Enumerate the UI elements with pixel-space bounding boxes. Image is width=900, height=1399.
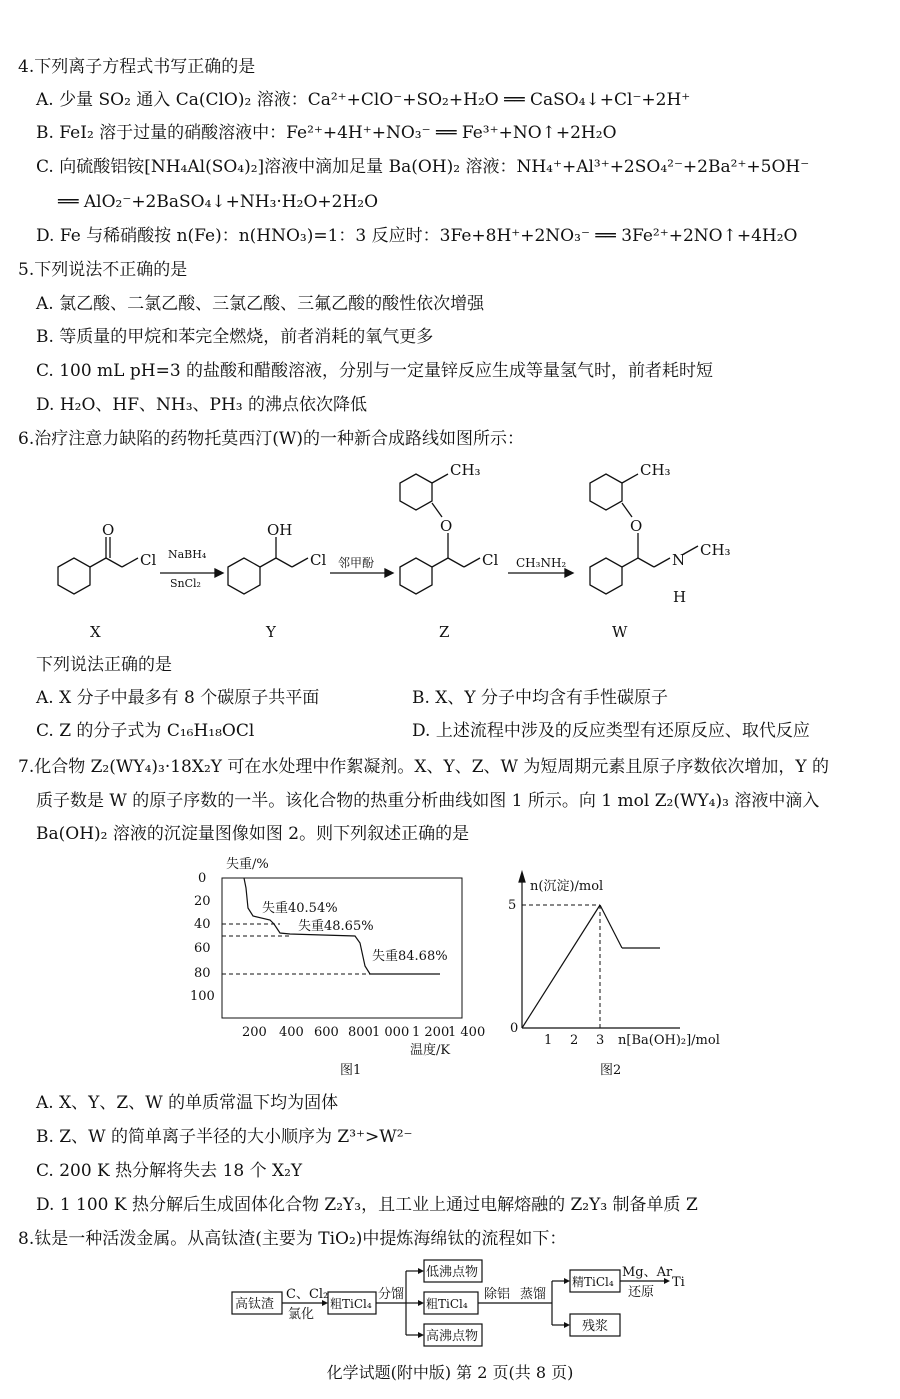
fig2-xtick-3: 3: [596, 1033, 605, 1048]
q4-option-d: D. Fe 与稀硝酸按 n(Fe)：n(HNO₃)=1：3 反应时：3Fe+8H⁺+2NO₃⁻ ══ 3Fe²⁺+2NO↑+4H₂O: [36, 226, 798, 246]
q6-option-b: B. X、Y 分子中均含有手性碳原子: [412, 688, 669, 708]
w-oxygen-label: O: [630, 517, 643, 535]
fig2-xtick-2: 2: [570, 1033, 579, 1048]
flow-distill-label: 分馏: [378, 1287, 405, 1302]
fig1-ytick-80: 80: [194, 966, 211, 981]
fig2-xlabel: n[Ba(OH)₂]/mol: [618, 1033, 720, 1048]
fig1-xtick-1000: 1 000: [372, 1025, 410, 1040]
fig2-ylabel: n(沉淀)/mol: [530, 879, 604, 894]
reagent-nabh4: NaBH₄: [168, 548, 207, 561]
fig1-xtick-1400: 1 400: [448, 1025, 486, 1040]
flow-remove-al: 除铝: [484, 1287, 511, 1302]
fig1-ytick-60: 60: [194, 941, 211, 956]
q7-option-c: C. 200 K 热分解将失去 18 个 X₂Y: [36, 1161, 303, 1181]
q5-option-a: A. 氯乙酸、二氯乙酸、三氯乙酸、三氟乙酸的酸性依次增强: [36, 294, 485, 314]
fig1-xtick-200: 200: [242, 1025, 267, 1040]
fig1-caption: 图1: [340, 1063, 362, 1078]
flow-step1-reagents: C、Cl₂: [286, 1287, 329, 1302]
q7-option-a: A. X、Y、Z、W 的单质常温下均为固体: [36, 1093, 339, 1113]
fig1-xtick-1200: 1 200: [412, 1025, 450, 1040]
q6-option-d: D. 上述流程中涉及的反应类型有还原反应、取代反应: [412, 721, 810, 741]
y-oh-label: OH: [267, 521, 293, 539]
fig2-origin: 0: [510, 1021, 519, 1036]
reagent-ch3nh2: CH₃NH₂: [516, 556, 567, 570]
q7-stem-line3: Ba(OH)₂ 溶液的沉淀量图像如图 2。则下列叙述正确的是: [36, 824, 470, 844]
fig1-xtick-600: 600: [314, 1025, 339, 1040]
fig1-ytick-20: 20: [194, 894, 211, 909]
q4-option-b: B. FeI₂ 溶于过量的硝酸溶液中：Fe²⁺+4H⁺+NO₃⁻ ══ Fe³⁺+NO↑+2H₂O: [36, 123, 617, 143]
flow-ti-product: Ti: [672, 1275, 685, 1290]
figure-2-precipitate-curve: [500, 860, 740, 1078]
q4-option-c: C. 向硫酸铝铵[NH₄Al(SO₄)₂]溶液中滴加足量 Ba(OH)₂ 溶液：NH₄⁺+Al³⁺+2SO₄²⁻+2Ba²⁺+5OH⁻: [36, 157, 810, 177]
fig1-xtick-800: 800: [348, 1025, 373, 1040]
compound-z-label: Z: [439, 623, 450, 641]
reagent-sncl2: SnCl₂: [170, 577, 201, 590]
q4-option-c-cont: ══ AlO₂⁻+2BaSO₄↓+NH₃·H₂O+2H₂O: [58, 192, 379, 212]
flow-crude-ticl4: 粗TiCl₄: [330, 1297, 372, 1311]
w-methyl-label: CH₃: [700, 541, 731, 559]
compound-y-label: Y: [266, 623, 276, 641]
y-cl-label: Cl: [310, 551, 327, 569]
q7-option-b: B. Z、W 的简单离子半径的大小顺序为 Z³⁺>W²⁻: [36, 1127, 413, 1147]
flow-mg-ar: Mg、Ar: [622, 1265, 673, 1280]
q6-stem: 6.治疗注意力缺陷的药物托莫西汀(W)的一种新合成路线如图所示：: [18, 429, 524, 449]
z-cl-label: Cl: [482, 551, 499, 569]
fig2-caption: 图2: [600, 1063, 622, 1078]
fig1-annotation-3: 失重84.68%: [372, 949, 448, 964]
w-hydrogen-label: H: [673, 588, 687, 606]
q7-stem-line2: 质子数是 W 的原子序数的一半。该化合物的热重分析曲线如图 1 所示。向 1 mol Z₂(WY₄)₃ 溶液中滴入: [36, 791, 820, 811]
page-footer: 化学试题(附中版) 第 2 页(共 8 页): [326, 1363, 574, 1382]
titanium-process-flowchart: [230, 1256, 700, 1348]
flow-crude-ticl4-2: 粗TiCl₄: [426, 1297, 468, 1311]
fig1-ylabel: 失重/%: [226, 857, 269, 872]
fig1-ytick-100: 100: [190, 989, 215, 1004]
compound-x-label: X: [90, 623, 101, 641]
flow-refined-ticl4: 精TiCl₄: [572, 1275, 614, 1289]
q6-option-a: A. X 分子中最多有 8 个碳原子共平面: [36, 688, 320, 708]
z-oxygen-label: O: [440, 517, 453, 535]
x-cl-label: Cl: [140, 551, 157, 569]
flow-step1-label: 氯化: [288, 1307, 315, 1322]
q8-stem: 8.钛是一种活泼金属。从高钛渣(主要为 TiO₂)中提炼海绵钛的流程如下：: [18, 1229, 567, 1249]
q5-stem: 5.下列说法不正确的是: [18, 260, 188, 280]
compound-w-label: W: [612, 623, 628, 641]
synthesis-route-diagram: [30, 455, 880, 650]
q7-stem-line1: 7.化合物 Z₂(WY₄)₃·18X₂Y 可在水处理中作絮凝剂。X、Y、Z、W 为短周期元素且原子序数依次增加，Y 的: [18, 757, 830, 777]
fig1-ytick-0: 0: [198, 871, 207, 886]
reagent-o-cresol: 邻甲酚: [338, 556, 375, 570]
q5-option-d: D. H₂O、HF、NH₃、PH₃ 的沸点依次降低: [36, 395, 368, 415]
fig1-annotation-1: 失重40.54%: [262, 901, 338, 916]
fig2-ytick-5: 5: [508, 898, 517, 913]
figure-1-thermogravimetric-curve: [190, 848, 490, 1078]
flow-residue: 残浆: [582, 1319, 609, 1334]
fig1-annotation-2: 失重48.65%: [298, 919, 374, 934]
flow-reduce-label: 还原: [628, 1285, 655, 1300]
q4-option-a: A. 少量 SO₂ 通入 Ca(ClO)₂ 溶液：Ca²⁺+ClO⁻+SO₂+H₂O ══ CaSO₄↓+Cl⁻+2H⁺: [36, 90, 691, 110]
q4-stem: 4.下列离子方程式书写正确的是: [18, 57, 256, 77]
flow-high-boiling: 高沸点物: [426, 1329, 479, 1344]
flow-low-boiling: 低沸点物: [426, 1265, 479, 1280]
q6-substem: 下列说法正确的是: [36, 655, 172, 675]
flow-steam-distill: 蒸馏: [520, 1287, 547, 1302]
fig1-ytick-40: 40: [194, 917, 211, 932]
q6-option-c: C. Z 的分子式为 C₁₆H₁₈OCl: [36, 721, 255, 741]
fig1-xlabel: 温度/K: [410, 1043, 451, 1058]
w-ch3-label: CH₃: [640, 461, 671, 479]
x-oxygen-label: O: [102, 521, 115, 539]
z-ch3-label: CH₃: [450, 461, 481, 479]
w-nitrogen-label: N: [672, 551, 686, 569]
fig1-xtick-400: 400: [279, 1025, 304, 1040]
q7-option-d: D. 1 100 K 热分解后生成固体化合物 Z₂Y₃，且工业上通过电解熔融的 Z₂Y₃ 制备单质 Z: [36, 1195, 698, 1215]
flow-start: 高钛渣: [235, 1297, 275, 1312]
q5-option-b: B. 等质量的甲烷和苯完全燃烧，前者消耗的氧气更多: [36, 327, 434, 347]
fig2-xtick-1: 1: [544, 1033, 553, 1048]
q5-option-c: C. 100 mL pH=3 的盐酸和醋酸溶液，分别与一定量锌反应生成等量氢气时，前者耗时短: [36, 361, 714, 381]
